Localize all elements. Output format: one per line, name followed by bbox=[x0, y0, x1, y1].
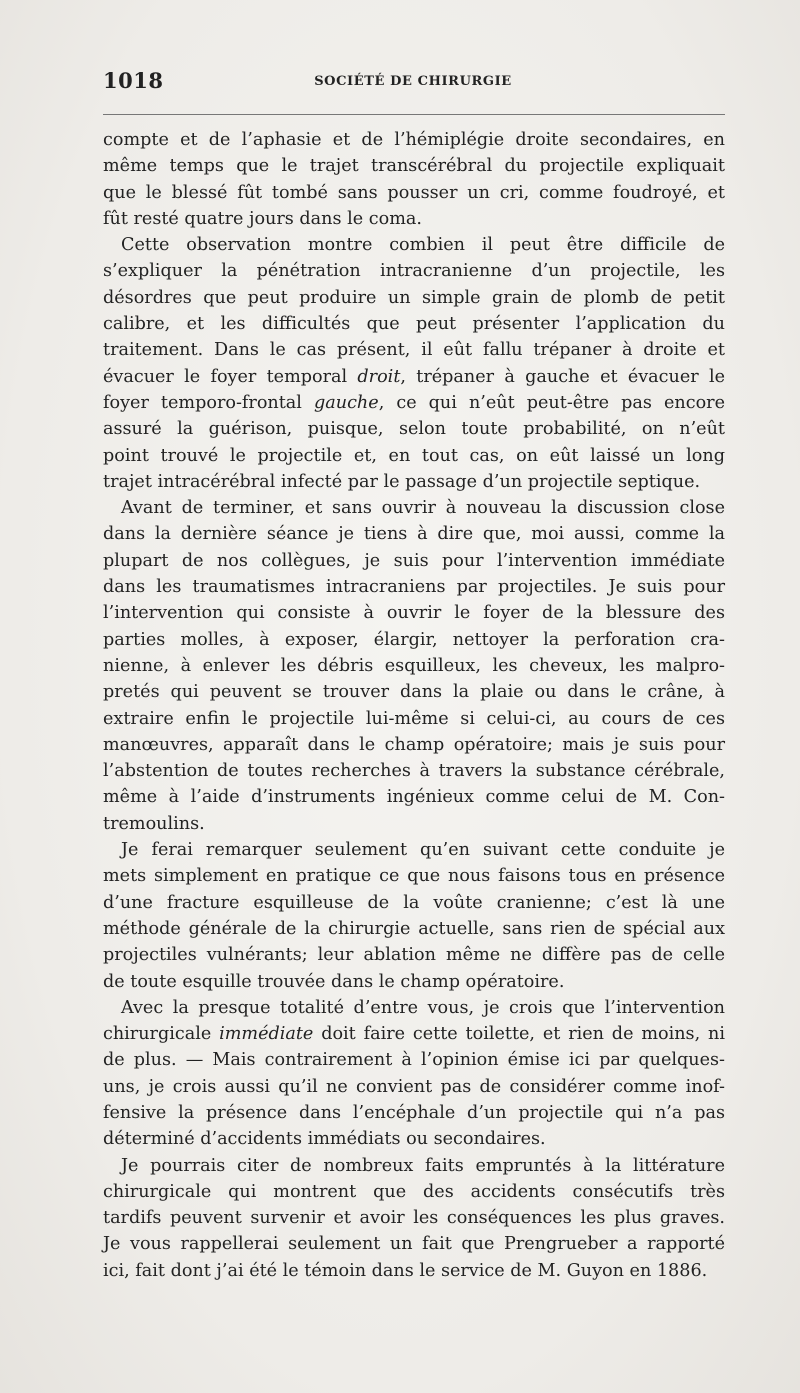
text-line: ici, fait dont j’ai été le témoin dans le service de M. Guyon en 1886. bbox=[103, 1260, 708, 1281]
text-line: traitement. Dans le cas présent, il eût fallu trépaner à droite et bbox=[103, 340, 725, 361]
text-line: Je vous rappellerai seulement un fait que Prengrueber a rapporté bbox=[103, 1234, 725, 1255]
page-number: 1018 bbox=[103, 68, 164, 93]
paragraph bbox=[103, 1153, 725, 1284]
text-line: assuré la guérison, puisque, selon toute probabilité, on n’eût bbox=[103, 419, 725, 440]
text-line: uns, je crois aussi qu’il ne convient pas de considérer comme inof- bbox=[103, 1076, 725, 1097]
text-line: plupart de nos collègues, je suis pour l’intervention immédiate bbox=[103, 550, 725, 571]
text-line: même à l’aide d’instruments ingénieux comme celui de M. Con- bbox=[103, 787, 725, 808]
text-line: fensive la présence dans l’encéphale d’un projectile qui n’a pas bbox=[103, 1102, 725, 1123]
text-line: l’intervention qui consiste à ouvrir le foyer de la blessure des bbox=[103, 603, 725, 624]
text-line: de plus. — Mais contrairement à l’opinion émise ici par quelques- bbox=[103, 1050, 725, 1071]
paragraph bbox=[103, 127, 725, 232]
paragraph bbox=[103, 232, 725, 495]
text-line: Je pourrais citer de nombreux faits empruntés à la littérature bbox=[121, 1155, 725, 1176]
text-line: chirurgicale qui montrent que des accidents consécutifs très bbox=[103, 1181, 725, 1202]
text-line: chirurgicale immédiate doit faire cette toilette, et rien de moins, ni bbox=[103, 1024, 725, 1045]
text-line: désordres que peut produire un simple grain de plomb de petit bbox=[103, 287, 725, 308]
text-line: pretés qui peuvent se trouver dans la plaie ou dans le crâne, à bbox=[103, 682, 725, 703]
text-line: dans les traumatismes intracraniens par projectiles. Je suis pour bbox=[103, 577, 725, 598]
text-line: d’une fracture esquilleuse de la voûte cranienne; c’est là une bbox=[103, 892, 725, 913]
text-line: même temps que le trajet transcérébral du projectile expliquait bbox=[103, 156, 725, 177]
text-line: Avec la presque totalité d’entre vous, je crois que l’intervention bbox=[121, 997, 725, 1018]
text-line: extraire enfin le projectile lui-même si celui-ci, au cours de ces bbox=[103, 708, 725, 729]
text-line: méthode générale de la chirurgie actuelle, sans rien de spécial aux bbox=[103, 918, 725, 939]
text-line: foyer temporo-frontal gauche, ce qui n’eût peut-être pas encore bbox=[103, 392, 725, 413]
text-line: point trouvé le projectile et, en tout cas, on eût laissé un long bbox=[103, 445, 725, 466]
text-line: compte et de l’aphasie et de l’hémiplégie droite secondaires, en bbox=[103, 130, 725, 150]
text-line: déterminé d’accidents immédiats ou secondaires. bbox=[103, 1129, 546, 1150]
text-line: s’expliquer la pénétration intracranienne d’un projectile, les bbox=[103, 261, 725, 282]
text-line: de toute esquille trouvée dans le champ opératoire. bbox=[103, 971, 565, 992]
text-line: trajet intracérébral infecté par le passage d’un projectile septique. bbox=[103, 471, 701, 492]
text-line: Cette observation montre combien il peut être difficile de bbox=[121, 235, 725, 256]
text-line: l’abstention de toutes recherches à travers la substance cérébrale, bbox=[103, 761, 725, 782]
paragraph bbox=[103, 995, 725, 1153]
paragraph bbox=[103, 837, 725, 995]
text-line: projectiles vulnérants; leur ablation même ne diffère pas de celle bbox=[103, 945, 725, 966]
text-line: mets simplement en pratique ce que nous faisons tous en présence bbox=[103, 866, 725, 887]
text-line: fût resté quatre jours dans le coma. bbox=[103, 208, 422, 229]
text-line: évacuer le foyer temporal droit, trépaner à gauche et évacuer le bbox=[103, 366, 725, 387]
text-line: nienne, à enlever les débris esquilleux, les cheveux, les malpro- bbox=[103, 655, 725, 676]
header-rule bbox=[103, 114, 725, 115]
text-line: Avant de terminer, et sans ouvrir à nouveau la discussion close bbox=[121, 498, 725, 519]
paragraph bbox=[103, 495, 725, 837]
text-line: manœuvres, apparaît dans le champ opératoire; mais je suis pour bbox=[103, 734, 725, 755]
text-line: Je ferai remarquer seulement qu’en suivant cette conduite je bbox=[121, 840, 725, 861]
text-line: que le blessé fût tombé sans pousser un cri, comme foudroyé, et bbox=[103, 182, 725, 203]
text-line: parties molles, à exposer, élargir, nettoyer la perforation cra- bbox=[103, 629, 725, 650]
text-line: dans la dernière séance je tiens à dire que, moi aussi, comme la bbox=[103, 524, 725, 545]
text-line: tremoulins. bbox=[103, 813, 205, 834]
running-title: SOCIÉTÉ DE CHIRURGIE bbox=[314, 74, 512, 89]
body-text bbox=[103, 127, 725, 1284]
text-line: tardifs peuvent survenir et avoir les conséquences les plus graves. bbox=[103, 1208, 725, 1229]
text-line: calibre, et les difficultés que peut présenter l’application du bbox=[103, 314, 725, 335]
page-header bbox=[103, 68, 723, 98]
